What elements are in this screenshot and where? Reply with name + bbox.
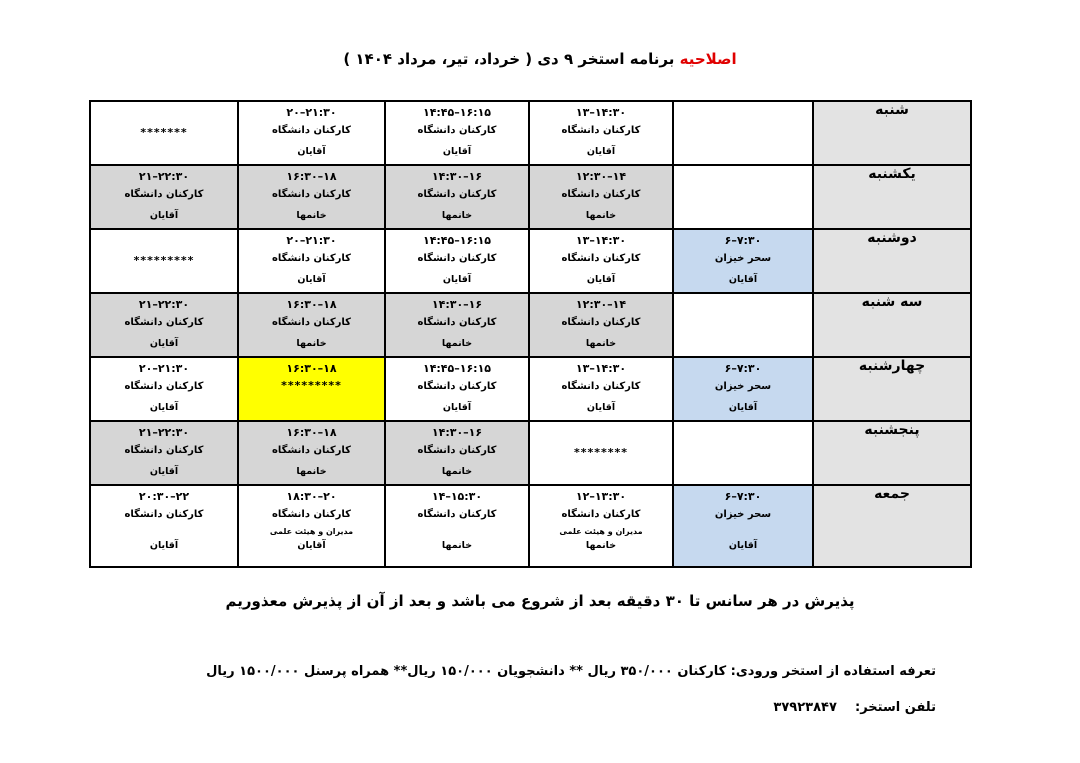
- session-cell: [238, 101, 385, 165]
- session-cell: [385, 357, 529, 421]
- session-group: کارکنان دانشگاه: [417, 381, 497, 392]
- session-cell: [238, 165, 385, 229]
- session-time: ۲۰–۲۱:۳۰: [286, 234, 337, 247]
- session-time: ۱۳–۱۴:۳۰: [575, 106, 627, 119]
- empty-slot-cell: [673, 165, 813, 229]
- session-group: کارکنان دانشگاه: [561, 253, 641, 264]
- day-cell: چهارشنبه: [813, 357, 971, 421]
- session-gender: خانمها: [585, 210, 617, 221]
- session-gender: آقایان: [297, 540, 326, 551]
- session-time: ۱۴–۱۵:۳۰: [431, 490, 483, 503]
- phone-line: [773, 700, 936, 715]
- session-subgroup: [91, 525, 237, 538]
- session-time: ۶–۷:۳۰: [724, 362, 762, 375]
- session-time: ۱۴:۴۵–۱۶:۱۵: [422, 362, 491, 375]
- session-cell: [385, 101, 529, 165]
- session-group: کارکنان دانشگاه: [417, 253, 497, 264]
- empty-slot-cell: [673, 293, 813, 357]
- session-subgroup: مدیران و هیئت علمی: [269, 527, 354, 536]
- session-group: کارکنان دانشگاه: [272, 445, 351, 456]
- session-group: کارکنان دانشگاه: [272, 317, 351, 328]
- phone-number: ۳۷۹۲۳۸۴۷: [773, 700, 837, 715]
- session-cell: [238, 229, 385, 293]
- session-subgroup: [386, 525, 528, 538]
- session-gender: خانمها: [441, 540, 473, 551]
- schedule-row: [90, 293, 971, 357]
- day-cell: پنجشنبه: [813, 421, 971, 485]
- session-group: *********: [281, 379, 342, 392]
- session-time: ۲۰–۲۱:۳۰: [286, 106, 337, 119]
- schedule-row: [90, 229, 971, 293]
- session-cell: [90, 485, 238, 567]
- session-time: ۶–۷:۳۰: [724, 490, 762, 503]
- schedule-row: [90, 165, 971, 229]
- session-cell: [673, 357, 813, 421]
- day-cell: سه شنبه: [813, 293, 971, 357]
- session-group: سحر خیزان: [714, 381, 772, 392]
- session-time: ۶–۷:۳۰: [724, 234, 762, 247]
- session-cell: [529, 293, 673, 357]
- session-time: ۱۴:۴۵–۱۶:۱۵: [422, 234, 491, 247]
- schedule-title: برنامه استخر ۹ دی ( خرداد، تیر، مرداد ۱۴۰۴ ): [343, 50, 675, 68]
- session-cell: [385, 293, 529, 357]
- day-cell: شنبه: [813, 101, 971, 165]
- session-gender: آقایان: [442, 274, 472, 285]
- session-gender: خانمها: [585, 540, 617, 551]
- session-cell: [385, 485, 529, 567]
- session-group: کارکنان دانشگاه: [417, 125, 497, 136]
- session-gender: آقایان: [728, 540, 758, 551]
- session-group: کارکنان دانشگاه: [561, 189, 641, 200]
- page-title: [0, 50, 1080, 68]
- session-gender: آقایان: [442, 146, 472, 157]
- session-group: کارکنان دانشگاه: [272, 509, 351, 520]
- session-time: ۲۱–۲۲:۳۰: [138, 170, 190, 183]
- session-group: کارکنان دانشگاه: [561, 381, 641, 392]
- session-cell: [90, 229, 238, 293]
- session-gender: آقایان: [442, 402, 472, 413]
- session-group: کارکنان دانشگاه: [561, 317, 641, 328]
- session-group: کارکنان دانشگاه: [272, 253, 351, 264]
- session-group: کارکنان دانشگاه: [417, 445, 497, 456]
- session-time: ۱۴:۴۵–۱۶:۱۵: [422, 106, 491, 119]
- session-gender: خانمها: [296, 466, 327, 477]
- session-cell: [529, 357, 673, 421]
- session-time: ۱۲:۳۰–۱۴: [575, 298, 627, 311]
- session-cell: [385, 229, 529, 293]
- session-group: کارکنان دانشگاه: [124, 509, 204, 520]
- empty-slot-cell: [673, 101, 813, 165]
- session-cell: [385, 165, 529, 229]
- session-group: سحر خیزان: [714, 509, 772, 520]
- session-gender: آقایان: [297, 146, 326, 157]
- session-cell: [238, 293, 385, 357]
- session-cell: [529, 165, 673, 229]
- session-gender: خانمها: [441, 338, 473, 349]
- session-cell: [90, 165, 238, 229]
- session-time: ۱۲–۱۳:۳۰: [575, 490, 627, 503]
- admission-notice: پذیرش در هر سانس تا ۳۰ دقیقه بعد از شروع می باشد و بعد از آن از پذیرش معذوریم: [225, 592, 855, 610]
- session-cell: [238, 485, 385, 567]
- session-group: کارکنان دانشگاه: [417, 317, 497, 328]
- session-cell: [385, 421, 529, 485]
- session-cell: [90, 421, 238, 485]
- session-group: کارکنان دانشگاه: [272, 189, 351, 200]
- session-subgroup: مدیران و هیئت علمی: [559, 527, 643, 536]
- session-gender: خانمها: [585, 338, 617, 349]
- session-group: کارکنان دانشگاه: [561, 509, 641, 520]
- session-time: ۱۲:۳۰–۱۴: [575, 170, 627, 183]
- session-gender: خانمها: [441, 210, 473, 221]
- day-cell: یکشنبه: [813, 165, 971, 229]
- session-group: کارکنان دانشگاه: [417, 189, 497, 200]
- schedule-row: [90, 485, 971, 567]
- session-gender: آقایان: [586, 402, 616, 413]
- session-cell: [529, 229, 673, 293]
- session-group: کارکنان دانشگاه: [124, 189, 204, 200]
- session-time: ۱۶:۳۰–۱۸: [286, 298, 337, 311]
- session-time: ۱۶:۳۰–۱۸: [286, 170, 337, 183]
- schedule-row: [90, 421, 971, 485]
- closed-marker: *******: [140, 126, 188, 139]
- session-gender: آقایان: [728, 402, 758, 413]
- day-cell: دوشنبه: [813, 229, 971, 293]
- closed-marker: ********: [573, 446, 629, 459]
- correction-label: اصلاحیه: [679, 50, 737, 68]
- session-gender: خانمها: [296, 338, 327, 349]
- empty-slot-cell: [673, 421, 813, 485]
- pool-schedule-table: [89, 100, 972, 568]
- session-gender: آقایان: [149, 466, 179, 477]
- session-time: ۲۰:۳۰–۲۲: [138, 490, 190, 503]
- session-cell: [90, 293, 238, 357]
- schedule-row: [90, 101, 971, 165]
- session-group: کارکنان دانشگاه: [124, 445, 204, 456]
- session-time: ۱۶:۳۰–۱۸: [286, 362, 337, 375]
- session-time: ۲۰–۲۱:۳۰: [138, 362, 190, 375]
- tariff-line: تعرفه استفاده از استخر ورودی: کارکنان ۳۵۰/۰۰۰ ریال ** دانشجویان ۱۵۰/۰۰۰ ریال** همراه پرسنل ۱۵۰۰/۰۰۰ ریال: [206, 664, 936, 679]
- session-cell: [529, 421, 673, 485]
- session-time: ۱۶:۳۰–۱۸: [286, 426, 337, 439]
- session-time: ۱۴:۳۰–۱۶: [431, 426, 483, 439]
- session-gender: آقایان: [728, 274, 758, 285]
- session-time: ۱۸:۳۰–۲۰: [286, 490, 337, 503]
- session-cell: [90, 101, 238, 165]
- session-time: ۱۳–۱۴:۳۰: [575, 234, 627, 247]
- session-time: ۲۱–۲۲:۳۰: [138, 298, 190, 311]
- session-group: کارکنان دانشگاه: [124, 317, 204, 328]
- session-gender: آقایان: [297, 274, 326, 285]
- session-group: کارکنان دانشگاه: [561, 125, 641, 136]
- session-cell: [238, 357, 385, 421]
- session-cell: [673, 485, 813, 567]
- session-subgroup: [674, 525, 812, 538]
- session-cell: [673, 229, 813, 293]
- session-gender: آقایان: [149, 402, 179, 413]
- session-gender: خانمها: [441, 466, 473, 477]
- session-cell: [529, 485, 673, 567]
- session-group: کارکنان دانشگاه: [272, 125, 351, 136]
- day-cell: جمعه: [813, 485, 971, 567]
- session-gender: آقایان: [149, 338, 179, 349]
- session-cell: [238, 421, 385, 485]
- session-time: ۱۳–۱۴:۳۰: [575, 362, 627, 375]
- session-gender: آقایان: [149, 210, 179, 221]
- session-group: کارکنان دانشگاه: [124, 381, 204, 392]
- session-gender: آقایان: [586, 274, 616, 285]
- session-gender: خانمها: [296, 210, 327, 221]
- session-gender: آقایان: [149, 540, 179, 551]
- session-gender: آقایان: [586, 146, 616, 157]
- session-time: ۱۴:۳۰–۱۶: [431, 170, 483, 183]
- schedule-row: [90, 357, 971, 421]
- session-cell: [90, 357, 238, 421]
- phone-label: تلفن استخر:: [855, 700, 936, 715]
- session-group: کارکنان دانشگاه: [417, 509, 497, 520]
- session-time: ۲۱–۲۲:۳۰: [138, 426, 190, 439]
- session-cell: [529, 101, 673, 165]
- session-time: ۱۴:۳۰–۱۶: [431, 298, 483, 311]
- closed-marker: *********: [133, 254, 195, 267]
- session-group: سحر خیزان: [714, 253, 772, 264]
